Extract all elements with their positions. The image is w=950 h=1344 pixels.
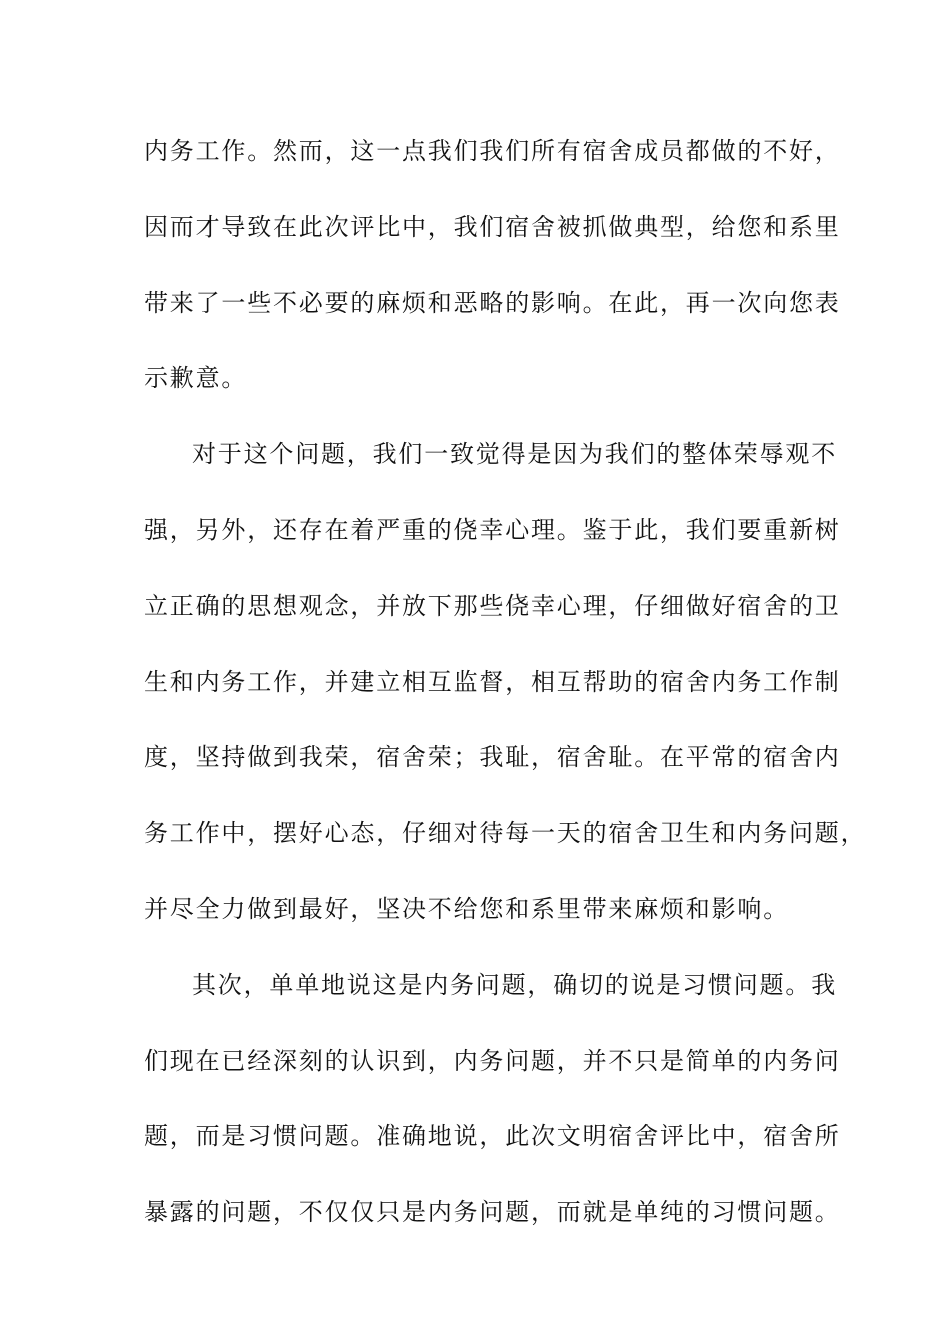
text-line: 立正确的思想观念，并放下那些侥幸心理，仔细做好宿舍的卫 [144, 591, 841, 620]
paragraph-start-line: 对于这个问题，我们一致觉得是因为我们的整体荣辱观不 [192, 440, 837, 469]
text-line: 务工作中，摆好心态，仔细对待每一天的宿舍卫生和内务问题， [144, 819, 867, 848]
text-line: 内务工作。然而，这一点我们我们所有宿舍成员都做的不好， [144, 137, 841, 165]
text-line: 生和内务工作，并建立相互监督，相互帮助的宿舍内务工作制 [144, 667, 841, 696]
text-line: 并尽全力做到最好，坚决不给您和系里带来麻烦和影响。 [144, 894, 789, 923]
paragraph-start-line: 其次，单单地说这是内务问题，确切的说是习惯问题。我 [192, 970, 837, 999]
text-line: 们现在已经深刻的认识到，内务问题，并不只是简单的内务问 [144, 1046, 841, 1075]
text-line: 度，坚持做到我荣，宿舍荣；我耻，宿舍耻。在平常的宿舍内 [144, 743, 841, 772]
text-line: 暴露的问题，不仅仅只是内务问题，而就是单纯的习惯问题。 [144, 1198, 841, 1227]
text-line: 带来了一些不必要的麻烦和恶略的影响。在此，再一次向您表 [144, 288, 841, 317]
text-line: 因而才导致在此次评比中，我们宿舍被抓做典型，给您和系里 [144, 212, 841, 241]
text-line: 强，另外，还存在着严重的侥幸心理。鉴于此，我们要重新树 [144, 515, 841, 544]
document-body [144, 126, 867, 1263]
text-line: 示歉意。 [144, 364, 248, 393]
text-line: 题，而是习惯问题。准确地说，此次文明宿舍评比中，宿舍所 [144, 1122, 841, 1151]
